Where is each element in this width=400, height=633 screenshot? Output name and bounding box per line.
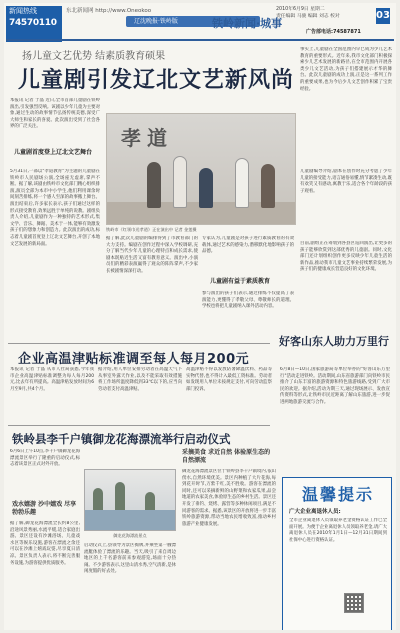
feature-photo bbox=[106, 113, 296, 225]
story2-column-2: 据介绍,用人单位安排劳动者在高温天气下从事室外露天作业,以及不能采取有效措施将工作场所温度降低到33℃以下的,应当向劳动者支付高温津贴。 bbox=[98, 367, 182, 392]
story3-photo bbox=[84, 469, 176, 531]
river-water bbox=[85, 510, 175, 530]
hotline-label: 新闻热线 bbox=[9, 7, 37, 15]
performer-figure bbox=[235, 158, 249, 208]
notice-title: 温馨提示 bbox=[301, 485, 374, 504]
feature-column-3a: 专家认为,儿童剧是对孩子进行素质教育的有效载体,通过艺术的感染力,潜移默化地影响孩子的品德。 bbox=[202, 236, 294, 255]
section-title: 铁岭新闻·城事 bbox=[212, 17, 283, 30]
masthead-info bbox=[276, 6, 392, 38]
story3-headline: 铁岭县李千户镇御龙花海漂流举行启动仪式 bbox=[12, 432, 231, 446]
subhead-1: 儿童剧首度登上辽北文艺舞台 bbox=[14, 149, 93, 156]
web-address: 东北新闻网 http://www.Oneokoo bbox=[66, 8, 152, 14]
side-story-column: 6月8日—10日,国家旅游局等单位举办的"好客山东万里行"活动走进铁岭。活动期间,山东省旅游部门向铁岭市民推介了山东丰富的旅游资源和特色旅游线路,受到广大市民的欢迎。据介绍,活动为期三天,通过现场展示、发放宣传资料等形式,让铁岭市民近距离了解山东旅游,进一步促进两地旅游交流与合作。 bbox=[280, 367, 390, 405]
feature-column-2: 据了解,此次儿童剧的编排得到了市教育部门的大力支持。编剧在创作过程中深入学校调研,充分了解当代少年儿童的心理特点和成长需求,使剧本既贴近生活又富有教育意义。演出中,小演员们的精彩表演赢得了观众的阵阵掌声,不少家长被剧情深深打动。 bbox=[106, 236, 198, 274]
story3-column-1a: 6月6日上午10点,李千户镇御龙花海漂流景区举行了隆重的启动仪式,标志着该景区正式对外开放。 bbox=[10, 449, 80, 468]
story3-subhead-b: 戏水嬉游 沙中嬉戏 尽享勃勃乐趣 bbox=[12, 501, 77, 516]
ad-phone: 广告部电话:74587871 bbox=[306, 29, 361, 35]
editor-line: 责任编辑 马骏 编辑 刘志 校对 bbox=[276, 14, 340, 19]
page-number: 03 bbox=[376, 8, 390, 24]
story3-subhead-a: 采摘美食 求近自然 体验原生态的自然漂流 bbox=[182, 449, 271, 464]
notice-box bbox=[282, 477, 392, 630]
qr-code-icon bbox=[344, 593, 364, 613]
photo-caption: 铁岭市《红领巾送孝道》正在演出中 记者 金莲摄 bbox=[106, 227, 197, 232]
newspaper-page bbox=[4, 3, 396, 630]
header-rule bbox=[6, 39, 394, 41]
kicker: 扬儿童文艺优势 结素质教育硕果 bbox=[22, 51, 166, 62]
stage-sign: 孝道 bbox=[121, 126, 173, 150]
story3-column-3: 御龙花海漂流景区位于铁岭县李千户镇境内,依山傍水,自然环境优美。景区内种植了大片花海,每到花开时节,万紫千红,美不胜收。游客在漂流的同时,还可以采摘新鲜的山野菜和农家瓜果,品尝地道的农家美食,体验原生态的乡村生活。景区还开发了垂钓、烧烤、露营等多种休闲项目,满足不同游客的需求。据悉,该景区的开放将进一步丰富铁岭旅游资源,带动当地农民增收致富,推动乡村旅游产业健康发展。 bbox=[182, 469, 276, 527]
tree-shape bbox=[145, 492, 155, 512]
feature-column-3b: 参与演出的孩子们表示,通过排练不仅提高了表演能力,更懂得了孝敬父母、尊敬师长的道理。学校也将把儿童剧纳入课外活动内容。 bbox=[202, 291, 294, 310]
feature-column-4a: 事实上,儿童剧在全国范围内早已成为少儿艺术教育的重要形式。近年来,我市文化部门积极探索少儿艺术发展的新路径,在全市范围内开展各类少儿文艺活动,为孩子们搭建展示才华的舞台。此次儿童剧的成功上演,正是这一系列工作的重要成果,也为今后少儿文艺创作积累了宝贵经验。 bbox=[300, 47, 392, 92]
feature-column-4b: 儿童剧编导介绍,剧本在创作时充分考虑了少年儿童的接受能力,语言通俗易懂,情节紧凑生动,既有欢笑又有感动,寓教于乐,适合各个年龄段的孩子观看。 bbox=[300, 169, 392, 194]
feature-headline: 儿童剧引发辽北文艺新风尚 bbox=[18, 68, 295, 93]
performer-figure bbox=[199, 168, 213, 208]
notice-body: 全市企业离退休人员领取养老金资格认证工作已全面开展。为便于企业离退休人员领取养老金,请广大离退休人员在2010年1月1日—12月31日期间到社保中心进行资格认证。 bbox=[289, 518, 387, 543]
story2-column-3: 高温津贴不得以发放防暑降温饮料、药品等实物代替,也不得计入最低工资标准。劳动者如发现用人单位未按规定支付,可向劳动监察部门投诉。 bbox=[186, 367, 272, 392]
notice-subtitle: 广大企业离退休人员: bbox=[289, 509, 341, 515]
story3-column-1b: 据了解,御龙花海漂流全长约8公里,沿途风景秀丽,水流平缓,适合家庭出游。景区还设有沙滩浴场、儿童戏水区等娱乐设施,游客在漂流之余还可以在沙滩上嬉戏玩耍,尽享夏日清凉。景区负责人表示,将不断完善服务设施,为游客提供优质服务。 bbox=[10, 521, 80, 566]
paper-name: 辽沈晚报·铁岭版 bbox=[126, 16, 260, 27]
tree-shape bbox=[93, 488, 103, 512]
hotline-box bbox=[6, 6, 62, 42]
subhead-2: 儿童剧有益于素质教育 bbox=[210, 278, 271, 285]
tree-shape bbox=[115, 482, 125, 512]
story2-column-1: 本报讯 记者 于晶 从市人社局获悉,今年我市企业高温津贴标准调整为每人每月200元,比去年有所提高。高温津贴发放时间为6月至9月,共4个月。 bbox=[10, 367, 94, 392]
section-rule bbox=[8, 425, 270, 426]
feature-column-1a: 本报讯 记者 于晶 近日,全市首部儿童剧在铁岭演出,引发强烈反响。该剧以少年儿童为主要对象,通过生动的故事情节弘扬传统美德,深受广大师生和家长的喜爱。此次演出受到了社会各界的广泛关注。 bbox=[10, 98, 100, 130]
feature-column-1b: 5月31日,一部以"孝道教育"为主题的儿童剧在铁岭市人民剧场公演,全场座无虚席,掌声不断。据了解,该剧由铁岭市文化部门精心组织排演,演员全部为本市中小学生,他们利用课余时间刻苦排练,将一个感人至深的故事搬上舞台。演出结束后,许多家长表示,孩子们通过这样的形式接受教育,效果远胜于单纯的说教。剧组负责人介绍,儿童剧作为一种独特的艺术形式,集文学、音乐、舞蹈、美术于一体,能够有效激发孩子们的想象力和创造力。此次演出的成功,标志着儿童剧首度登上辽北文艺舞台,开创了本地文艺发展的新局面。 bbox=[10, 169, 100, 247]
section-rule bbox=[8, 343, 270, 344]
date-line: 2010年6月9日 星期二 bbox=[276, 7, 325, 12]
story3-column-2: 启动仪式上,县领导为景区揭牌,并乘坐第一艘漂流艇体验了漂流的乐趣。当天,吸引了来自周边地区的上千名游客前来参观游览,场面十分热闹。不少游客表示,这里山清水秀,空气清新,是休闲度假的好去处。 bbox=[84, 543, 176, 575]
performer-figure bbox=[261, 164, 275, 208]
masthead-center bbox=[64, 6, 283, 36]
story2-headline: 企业高温津贴标准调至每人每月200元 bbox=[18, 352, 250, 367]
hotline-number: 74570110 bbox=[9, 18, 57, 28]
performer-figure bbox=[173, 156, 187, 208]
performer-figure bbox=[147, 162, 161, 208]
story3-photo-caption: 御龙花海漂流景点 bbox=[113, 533, 147, 538]
feature-column-4c: 目前,剧组正在筹划到各县区巡回演出,让更多的孩子能够欣赏到这部优秀的儿童剧。同时,文化部门还计划组织创作更多反映少年儿童生活的新作品,推动我市儿童文艺事业持续繁荣发展,为孩子们的健康成长营造良好的文化环境。 bbox=[300, 241, 392, 273]
side-headline: 好客山东人助力万里行 bbox=[279, 335, 389, 348]
